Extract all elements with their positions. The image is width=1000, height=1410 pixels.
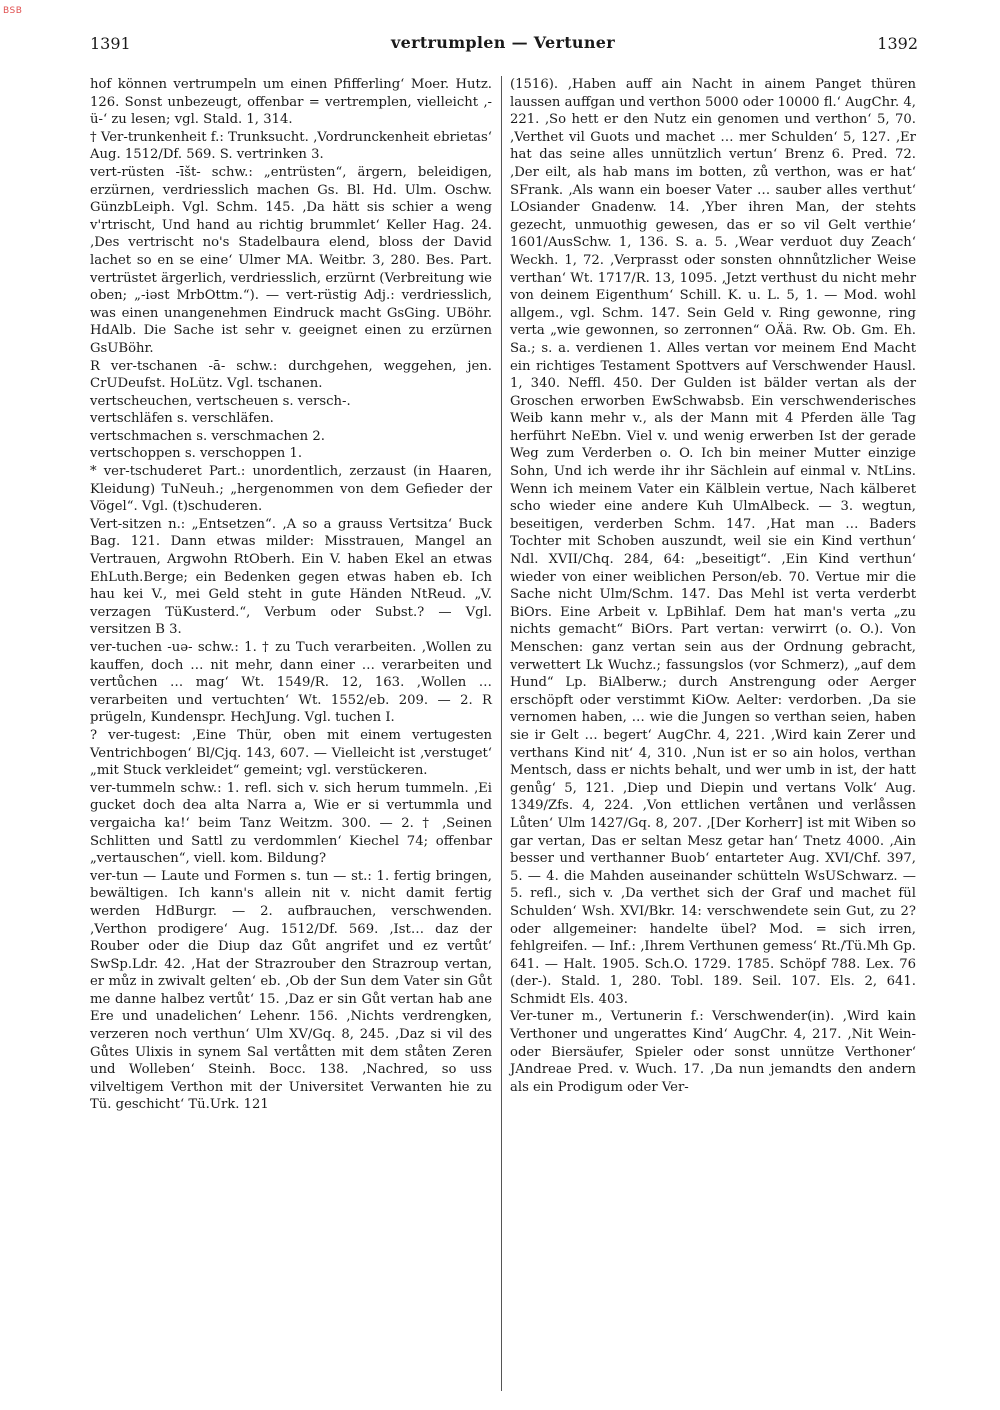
entry-paragraph: ver-tummeln schw.: 1. refl. sich v. sich herum tummeln. ‚Ei gucket doch dea alta Narra a, Wie er si vertummla und vergaicha ka!‘ beim Tanz Weitzm. 300. — 2. † ‚Seinen Schlitten und Sattl zu verdommlen‘ Kiechel 74; offenbar „vertauschen“, viell. kom. Bildung? [90,780,492,867]
entry-paragraph: ver-tuchen -uə- schw.: 1. † zu Tuch verarbeiten. ‚Wollen zu kauffen, doch … nit mehr, dann einer … verarbeiten und vertůchen … mag‘ Wt. 1549/R. 12, 163. ‚Wollen … verarbeiten und vertuchten‘ Wt. 1552/eb. 209. — 2. R prügeln, Kundenspr. HechJung. Vgl. tuchen I. [90,640,492,726]
entry-paragraph: Ver-tuner m., Vertunerin f.: Verschwender(in). ‚Wird kain Verthoner und ungerattes Kind‘ AugChr. 4, 217. ‚Nit Wein- oder Biersäufer, Spieler oder sonst unnütze Verthoner‘ JAndreae Pred. v. Wuch. 17. ‚Da nun jemandts den andern als ein Prodigum oder Ver- [510,1009,916,1095]
library-stamp: BSB [3,6,23,16]
right-column [510,76,916,1096]
entry-paragraph: ? ver-tugest: ‚Eine Thür, oben mit einem vertugesten Ventrichbogen‘ Bl/Cjq. 143, 607. — Vielleicht ist ‚verstuget‘ „mit Stuck verkleidet“ gemeint; vgl. verstückeren. [90,727,492,779]
column-divider [501,76,502,1391]
entry-paragraph: vertschmachen s. verschmachen 2. [90,428,325,444]
entry-paragraph: vertscheuchen, vertscheuen s. versch-. [90,393,351,409]
entry-paragraph: vertschoppen s. verschoppen 1. [90,446,303,462]
page-header [88,30,918,54]
entry-paragraph: hof können vertrumpeln um einen Pfifferling‘ Moer. Hutz. 126. Sonst unbezeugt, offenbar = vertremplen, vielleicht ‚-ü-‘ zu lesen; vgl. Stald. 1, 314. [90,77,492,128]
left-column [90,76,492,1114]
page-number-left: 1391 [90,34,131,53]
entry-paragraph: vert-rüsten -īšt- schw.: „entrüsten“, ärgern, beleidigen, erzürnen, verdriesslich machen Gs. Bl. Hd. Ulm. Oschw. GünzbLeiph. Vgl. Schm. 145. ‚Da hätt sis schier a weng v'rtrischt, Und hand au richtig brummlet‘ Keller Hag. 24. ‚Des vertrischt no's Stadelbaura elend, bloss der David lachet so en se eine‘ Ulmer MA. Weitbr. 3, 280. Bes. Part. vertrüstet ärgerlich, verdriesslich, erzürnt (Verbreitung wie oben; „-iəst MrbOttm.“). — vert-rüstig Adj.: verdriesslich, was einen unangenehmen Eindruck macht GsGing. UBöhr. HdAlb. Die Sache ist sehr v. geeignet einen zu erzürnen GsUBöhr. [90,164,492,356]
entry-paragraph: vertschläfen s. verschläfen. [90,411,274,427]
entry-paragraph: Vert-sitzen n.: „Entsetzen“. ‚A so a grauss Vertsitza‘ Buck Bag. 121. Dann etwas milder: Misstrauen, Mangel an Vertrauen, Argwohn RtOberh. Ein V. haben Ekel an etwas EhLuth.Berge; ein Bedenken gegen etwas haben eb. Ich hau kei V., mei Geld steht in gute Händen NtReud. „V. verzagen TüKusterd.“, Verbum oder Subst.? — Vgl. versitzen B 3. [90,516,492,638]
entry-paragraph: R ver-tschanen -ā- schw.: durchgehen, weggehen, jen. CrUDeufst. HoLütz. Vgl. tschanen. [90,358,492,392]
page-number-right: 1392 [877,34,918,53]
entry-paragraph: * ver-tschuderet Part.: unordentlich, zerzaust (in Haaren, Kleidung) TuNeuh.; „hergenommen von dem Gefieder der Vögel“. Vgl. (t)schuderen. [90,464,492,515]
running-title: vertrumplen — Vertuner [391,33,615,52]
entry-paragraph: ver-tun — Laute und Formen s. tun — st.: 1. fertig bringen, bewältigen. Ich kann's allein nit v. nicht damit fertig werden HdBurgr. — 2. aufbrauchen, verschwenden. ‚Verthon prodigere‘ Aug. 1512/Df. 569. ‚Ist… daz der Rouber oder die Diup daz Gůt angrifet und ez vertůt‘ SwSp.Ldr. 42. ‚Hat der Strazrouber den Strazroup vertan, er můz in zwivalt gelten‘ eb. ‚Ob der Sun dem Vater sin Gůt me danne halbez vertůt‘ 15. ‚Daz er sin Gůt vertan hab ane Ere und unadelichen‘ Lehenr. 156. ‚Nichts verdrengken, verzeren noch verthun‘ Ulm XV/Gq. 8, 245. ‚Daz si vil des Gůtes Ulixis in synem Sal vertåtten mit dem ståten Zeren und Wolleben‘ Steinh. Bocc. 138. ‚Nachred, so uss vilveltigem Verthon mit der Universitet Verwanten hie zu Tü. geschicht‘ Tü.Urk. 121 [90,868,492,1113]
entry-paragraph: † Ver-trunkenheit f.: Trunksucht. ‚Vordrunckenheit ebrietas‘ Aug. 1512/Df. 569. S. vertrinken 3. [90,129,492,163]
entry-paragraph: (1516). ‚Haben auff ain Nacht in ainem Panget thüren laussen auffgan und verthon 5000 oder 10000 fl.‘ AugChr. 4, 221. ‚So hett er den Nutz ein genomen und verthon‘ 5, 70. ‚Verthet vil Guots und machet … mer Schulden‘ 5, 127. ‚Er hat das seine alles unnützlich vertun‘ Brenz 6. Pred. 72. ‚Der eilt, als hab mans im botten, zů verthon, was er hat‘ SFrank. ‚Als wann ein boeser Vater … sauber alles verthut‘ LOsiander Gnadenw. 14. ‚Yber ihren Man, der stehts gezecht, unmuothig gewesen, das er so vil Gelt verthie‘ 1601/AusSchw. 1, 136. S. a. 5. ‚Wear verduot duy Zeach‘ Weckh. 1, 72. ‚Verprasst oder sonsten ohnnůtzlicher Weise verthan‘ Wt. 1717/R. 13, 1095. ‚Jetzt verthust du nicht mehr von deinem Eigenthum‘ Schill. K. u. L. 5, 1. — Mod. wohl allgem., vgl. Schm. 147. Sein Geld v. Ring gewonne, ring verta „wie gewonnen, so zerronnen“ OÄä. Rw. Ob. Gm. Eh. Sa.; s. a. verdienen 1. Alles vertan vor meinem End Macht ein richtiges Testament Spottvers auf Verschwender Hausl. 1, 340. Neffl. 450. Der Gulden ist bälder vertan als der Groschen erworben EwSchwabsb. Ein verschwenderisches Weib kann mehr v., als der Mann mit 4 Pferden älle Tag herführt NeEbn. Viel v. und wenig erwerben Ist der gerade Weg zum Verderben o. O. Ich bin meiner Mutter einzige Sohn, Und ich werde ihr ihr Sächlein auf einmal v. NtLins. Wenn ich meinem Vater ein Kälblein vertue, Nach kälberet scho wieder eine andere Kuh UlmAlbeck. — 3. wegtun, beseitigen, verderben Schm. 147. ‚Hat man … Baders Tochter mit Schoben auszundt, weil sie ein Kind verthun‘ Ndl. XVII/Chq. 284, 64: „beseitigt“. ‚Ein Kind verthun‘ wieder von einer weiblichen Person/eb. 70. Vertue mir die Sache nicht Ulm/Schm. 147. Das Mehl ist verta verderbt BiOrs. Eine Arbeit v. LpBihlaf. Dem hat man's verta „zu nichts gemacht“ BiOrs. Part vertan: verwirrt (o. O.). Von Menschen: ganz vertan sein aus der Ordnung gebracht, verwettert Lk Wuchz.; fassungslos (vor Schmerz), „auf dem Hund“ Lp. BiAlberw.; durch Anstrengung oder Aerger erschöpft oder verstimmt KiOw. Aelter: verdorben. ‚Da sie vernomen haben, … wie die Jungen so verthan seien, haben sie ir Gelt … begert‘ AugChr. 4, 221. ‚Wird kain Zerer und verthans Kind nit‘ 4, 310. ‚Nun ist er so ain holos, verthan Mentsch, dass er nichts behalt, und wer umb in ist, der hatt genůg‘ 5, 121. ‚Diep und Diepin und vertans Volk‘ Aug. 1349/Zfs. 4, 224. ‚Von ettlichen vertånen und verlåssen Lůten‘ Ulm 1427/Gq. 8, 207. ‚[Der Korherr] ist mit Wiben so gar vertan, Das er seltan Mesz getar han‘ Tnetz 4000. ‚Ain besser und verthanner Buob‘ entarteter Aug. XVI/Chf. 397, 5. — 4. die Mahden auseinander schütteln WsUSchwarz. — 5. refl., sich v. ‚Da verthet sich der Graf und machet fül Schulden‘ Wsh. XVI/Bkr. 14: verschwendete sein Gut, zu 2? oder allgemeiner: handelte übel? Mod. = sich irren, fehlgreifen. — Inf.: ‚Ihrem Verthunen gemess‘ Rt./Tü.Mh Gp. 641. — Halt. 1905. Sch.O. 1729. 1785. Schöpf 788. Lex. 76 (der-). Stald. 1, 280. Tobl. 189. Seil. 107. Els. 2, 641. Schmidt Els. 403. [510,77,916,1007]
